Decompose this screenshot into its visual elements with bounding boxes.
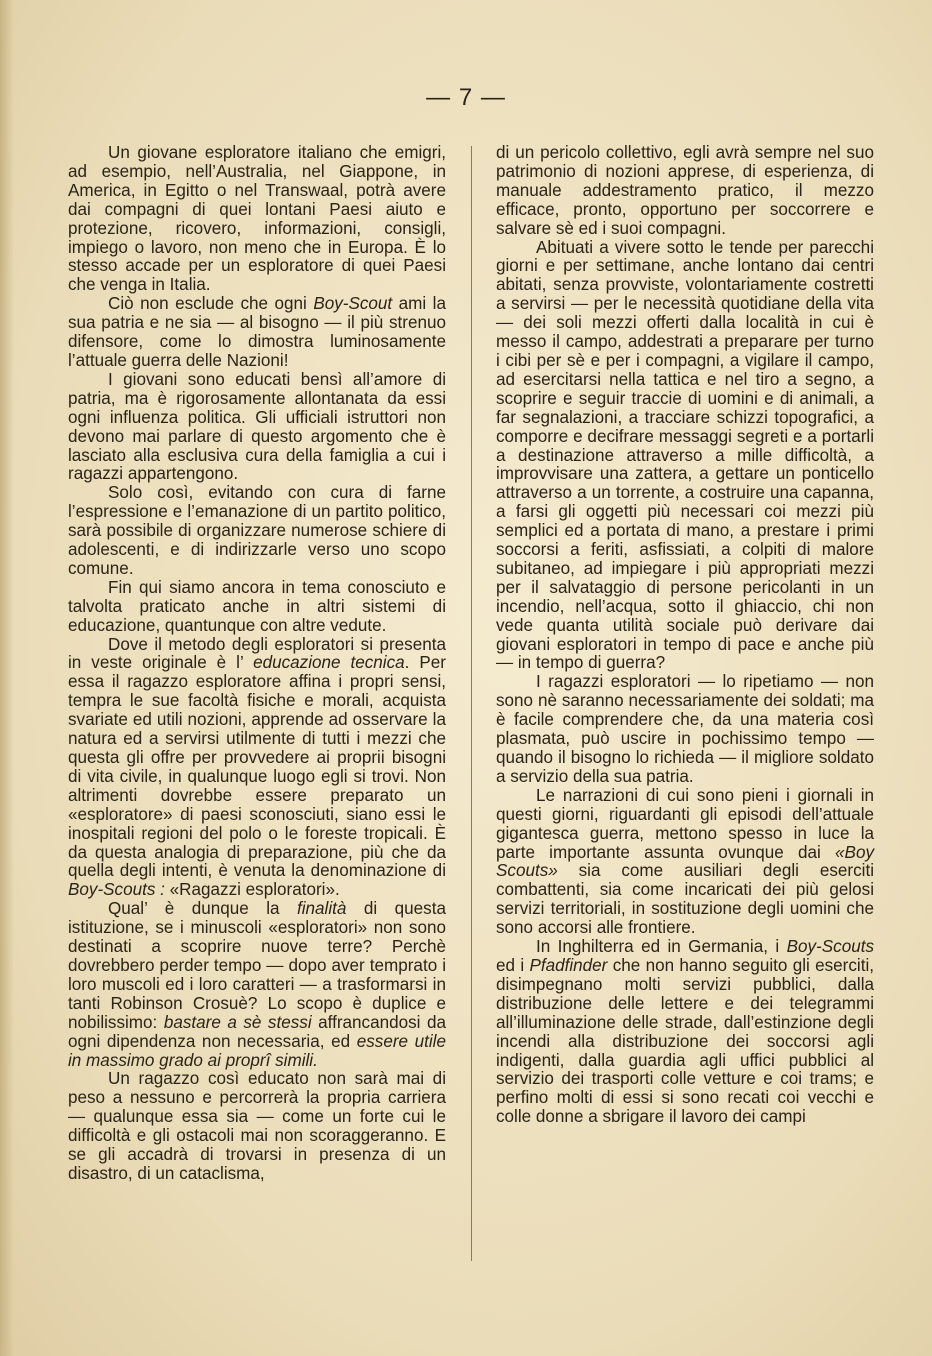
page-number: — 7 —	[426, 84, 506, 111]
paragraph: I giovani sono educati bensì all’amore di patria, ma è rigorosamente allontanata da essi ogni influenza politica. Gli ufficiali istruttori non devono mai parlare di questo argomento che è lasciato alla esclusiva cura della famiglia a cui i ragazzi appartengono.	[68, 369, 446, 484]
right-column	[496, 144, 874, 1127]
page-spine-shadow	[0, 0, 14, 1356]
paragraph: Le narrazioni di cui sono pieni i giornali in questi giorni, riguardanti gli episodi dell’attuale gigantesca guerra, mettono spesso in luce la parte importante assunta ovunque dai «Boy Scouts» sia come ausiliari degli eserciti combattenti, sia come incaricati dei più gelosi servizi territoriali, in sostituzione degli uomini che sono accorsi alle frontiere.	[496, 785, 874, 938]
paragraph: Qual’ è dunque la finalità di questa istituzione, se i minuscoli «esploratori» non sono destinati a scoprire nuove terre? Perchè dovrebbero perder tempo — dopo aver temprato i loro muscoli ed i loro caratteri — a trasformarsi in tanti Robinson Crosuè? Lo scopo è duplice e nobilissimo: bastare a sè stessi affrancandosi da ogni dipendenza non necessaria, ed essere utile in massimo grado ai proprî simili.	[68, 899, 446, 1070]
paragraph: In Inghilterra ed in Germania, i Boy-Scouts ed i Pfadfinder che non hanno seguito gli eserciti, disimpegnano molti servizi pubblici, dalla distribuzione delle lettere e dei telegrammi all’illuminazione delle strade, dall’estinzione degli incendi alla distribuzione dei soccorsi agli indigenti, dalla guardia agli uffici pubblici al servizio dei trasporti colle vetture e coi trams; e perfino molti di essi si sono recati coi vecchi e colle donne a sbrigare il lavoro dei campi	[496, 937, 875, 1127]
column-divider	[471, 146, 472, 1261]
paragraph: Un giovane esploratore italiano che emigri, ad esempio, nell’Australia, nel Giappone, in America, in Egitto o nel Transwaal, potrà avere dai compagni di quei lontani Paesi aiuto e protezione, ricovero, informazioni, consigli, impiego o lavoro, non meno che in Europa. È lo stesso accade per un esploratore di quei Paesi che venga in Italia.	[68, 143, 446, 295]
paragraph: di un pericolo collettivo, egli avrà sempre nel suo patrimonio di nozioni apprese, di esperienza, di manuale addestramento pratico, il mezzo efficace, pronto, opportuno per soccorrere e salvare sè ed i suoi compagni.	[496, 143, 874, 238]
left-column	[68, 144, 446, 1184]
paragraph: Ciò non esclude che ogni Boy-Scout ami la sua patria e ne sia — al bisogno — il più strenuo difensore, come lo dimostra luminosamente l’attuale guerra delle Nazioni!	[68, 294, 446, 370]
paragraph: Fin qui siamo ancora in tema conosciuto e talvolta praticato anche in altri sistemi di educazione, quantunque con altre vedute.	[68, 577, 446, 635]
paragraph: Dove il metodo degli esploratori si presenta in veste originale è l’ educazione tecnica. Per essa il ragazzo esploratore affina i propri sensi, tempra le sue facoltà fisiche e morali, acquista svariate ed utili nozioni, apprende ad osservare la natura ed a servirsi utilmente di tutti i mezzi che questa gli offre per provvedere ai proprii bisogni di vita civile, in qualunque luogo egli si trovi. Non altrimenti dovrebbe essere preparato un «esploratore» di paesi sconosciuti, siano essi le inospitali regioni del polo o le foreste tropicali. È da questa analogia di preparazione, più che da quella degli intenti, è venuta la denominazione di Boy-Scouts : «Ragazzi esploratori».	[68, 634, 446, 900]
paragraph: Solo così, evitando con cura di farne l’espressione e l’emanazione di un partito politico, sarà possibile di organizzare numerose schiere di adolescenti, e di indirizzarle verso uno scopo comune.	[68, 483, 446, 578]
paragraph: Un ragazzo così educato non sarà mai di peso a nessuno e percorrerà la propria carriera — qualunque essa sia — come un forte cui le difficoltà e gli ostacoli mai non scoraggeranno. E se gli accadrà di trovarsi in presenza di un disastro, di un cataclisma,	[68, 1069, 446, 1183]
paragraph: Abituati a vivere sotto le tende per parecchi giorni e per settimane, anche lontano dai centri abitati, senza provviste, volontariamente costretti a servirsi — per le necessità quotidiane della vita — dei soli mezzi offerti dalla località in cui è messo il campo, addestrati a preparare per turno i cibi per sè e per i compagni, a vigilare il campo, ad esercitarsi nella tattica e nel tiro a segno, a scoprire e seguir traccie di uomini e di animali, a far segnalazioni, a tracciare schizzi topografici, a comporre e decifrare messaggi segreti e a portarli a destinazione attraverso a mille difficoltà, a improvvisare una zattera, a gettare un ponticello attraverso a un torrente, a costruire una capanna, a farsi gli oggetti più necessari coi mezzi più semplici ed a portata di mano, a prestare i primi soccorsi a feriti, asfissiati, a colpiti di malore subitaneo, ad impiegare i più appropriati mezzi per il salvataggio di persone pericolanti in un incendio, nell’acqua, sotto il ghiaccio, chi non vede quanta utilità sociale può derivare dai giovani esploratori in tempo di pace e anche più — in tempo di guerra?	[496, 237, 874, 673]
paragraph: I ragazzi esploratori — lo ripetiamo — non sono nè saranno necessariamente dei soldati; ma è facile comprendere che, da una materia così plasmata, può uscire in pochissimo tempo — quando il bisogno lo richieda — il migliore soldato a servizio della sua patria.	[496, 672, 874, 786]
